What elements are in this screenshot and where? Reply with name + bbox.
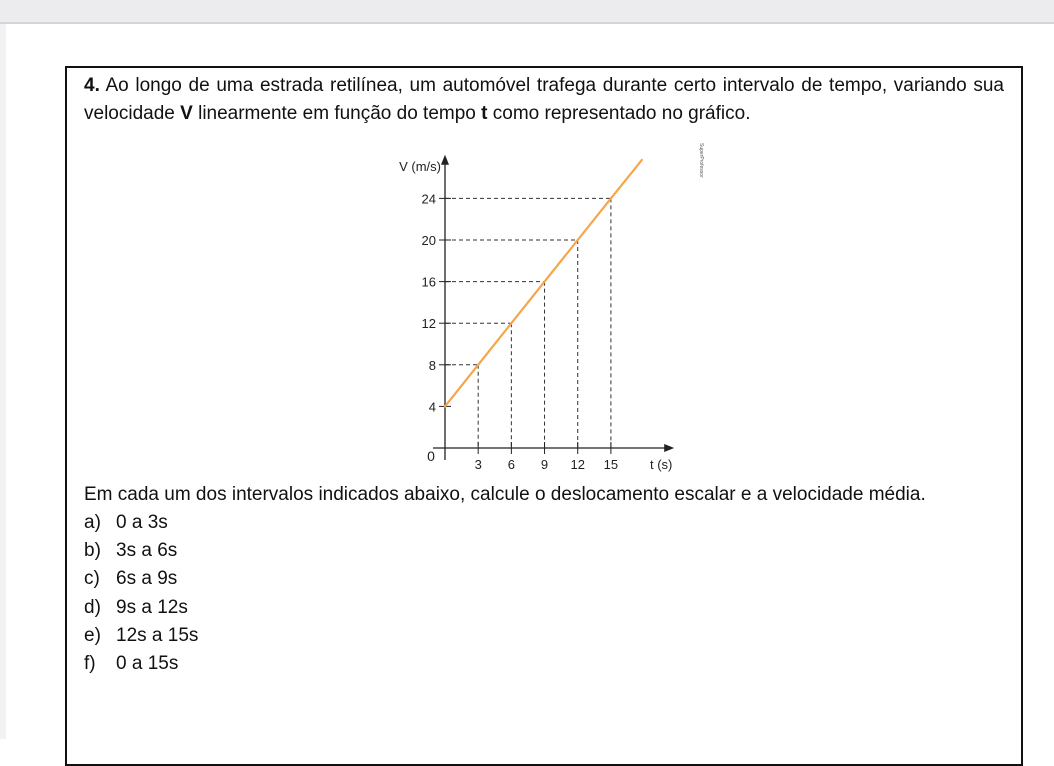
axis-labels (399, 159, 672, 472)
y-tick-label: 20 (421, 233, 436, 248)
series-layer (445, 160, 642, 406)
question-text-2: linearmente em função do tempo (192, 103, 482, 124)
top-band-divider (0, 22, 1054, 24)
question-text-1: Ao longo de uma estrada retilínea, um automóvel trafega durante certo intervalo de tempo, variando sua velocidade (84, 75, 1004, 124)
option-text: 3s a 6s (116, 540, 178, 562)
option-item (84, 509, 198, 537)
option-text: 9s a 12s (116, 596, 188, 618)
variable-v: V (180, 103, 193, 124)
y-tick-label: 4 (428, 399, 436, 415)
x-tick-label: 9 (540, 457, 549, 472)
velocity-time-graph (370, 135, 720, 475)
y-tick-label: 8 (428, 357, 436, 373)
dashed-guides (445, 198, 611, 448)
x-tick-label: 6 (507, 457, 515, 472)
y-tick-label: 16 (421, 274, 436, 290)
x-tick-label: 3 (474, 457, 482, 472)
ticks (439, 198, 611, 454)
question-number: 4. (84, 75, 100, 96)
option-text: 0 a 3s (116, 512, 168, 533)
y-tick-label: 12 (421, 316, 436, 332)
x-axis-label: t (s) (650, 457, 673, 472)
option-letter: e) (84, 624, 101, 646)
y-axis-arrow (441, 155, 449, 165)
option-item (84, 594, 198, 622)
variable-t: t (481, 103, 488, 124)
origin-label: 0 (427, 448, 435, 464)
option-item (84, 537, 198, 565)
instruction-text: Em cada um dos intervalos indicados abaixo, calcule o deslocamento escalar e a velocidade média. (84, 484, 926, 505)
option-letter: b) (84, 540, 101, 562)
x-tick-label: 12 (570, 457, 585, 472)
option-item (84, 622, 198, 650)
option-item (84, 650, 198, 678)
option-text: 6s a 9s (116, 568, 178, 590)
x-tick-label: 15 (603, 457, 619, 472)
velocity-line (445, 160, 642, 406)
question-statement (84, 72, 1004, 128)
watermark-text: SuperProfessor (698, 143, 704, 178)
option-text: 0 a 15s (116, 653, 179, 675)
option-text: 12s a 15s (116, 624, 199, 646)
watermark (698, 143, 704, 178)
left-edge-shade (0, 24, 6, 739)
axes (433, 155, 674, 460)
option-letter: a) (84, 512, 101, 533)
option-letter: c) (84, 568, 100, 590)
option-letter: d) (84, 596, 101, 618)
options-list (84, 509, 198, 678)
option-item (84, 565, 198, 593)
option-letter: f) (84, 653, 96, 675)
browser-top-band (0, 0, 1054, 22)
y-tick-label: 24 (421, 191, 436, 207)
y-axis-label: V (m/s) (399, 158, 441, 174)
x-axis-arrow (664, 444, 674, 452)
question-text-3: como representado no gráfico. (487, 103, 751, 124)
